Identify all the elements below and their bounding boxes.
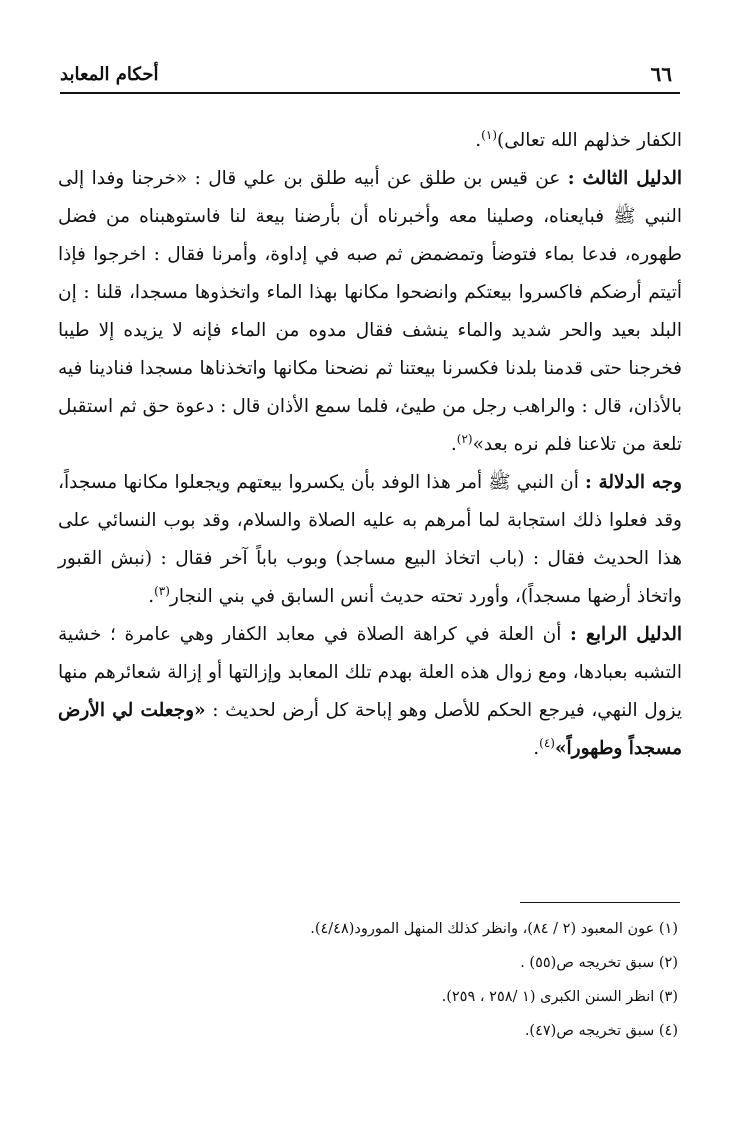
paragraph-end: . <box>450 434 457 455</box>
paragraph-3 <box>58 464 682 616</box>
page-header <box>60 58 680 94</box>
paragraph-1 <box>58 122 682 160</box>
footnote-ref: (١) <box>481 127 497 142</box>
paragraph-text: الكفار خذلهم الله تعالى) <box>497 130 682 151</box>
footnote-3: (٣) انظر السنن الكبرى (١ /٢٥٨ ، ٢٥٩). <box>441 989 678 1005</box>
section-lead: الدليل الثالث : <box>567 168 682 189</box>
paragraph-4 <box>58 616 682 768</box>
section-lead: وجه الدلالة : <box>584 472 682 493</box>
footnote-ref: (٣) <box>154 583 170 598</box>
section-lead: الدليل الرابع : <box>569 624 682 645</box>
footnote-1: (١) عون المعبود (٢ / ٨٤)، وانظر كذلك المنهل المورود(٤/٤٨). <box>310 921 678 937</box>
footnote-4: (٤) سبق تخريجه ص(٤٧). <box>524 1023 678 1039</box>
page-number: ٦٦ <box>650 62 672 86</box>
paragraph-end: . <box>533 738 540 759</box>
running-title: أحكام المعابد <box>60 64 159 85</box>
footnote-divider <box>520 902 680 903</box>
paragraph-text: أن العلة في كراهة الصلاة في معابد الكفار وهي عامرة ؛ خشية التشبه بعبادها، ومع زوال هذه العلة بهدم تلك المعابد وإزالتها أو إزالة شعائرهم منها يزول النهي، فيرجع الحكم للأصل وهو إباحة كل أرض لحديث : <box>58 624 683 721</box>
paragraph-end: . <box>475 130 482 151</box>
hadith-quote: «وجعلت لي الأرض مسجداً وطهوراً» <box>58 700 682 759</box>
paragraph-2 <box>58 160 682 464</box>
footnote-ref: (٢) <box>456 431 473 446</box>
footnote-ref: (٤) <box>539 735 555 750</box>
paragraph-text: عن قيس بن طلق عن أبيه طلق بن علي قال : «خرجنا وفدا إلى النبي ﷺ فبايعناه، وصلينا معه وأخبرناه أن بأرضنا بيعة لنا فاستوهبناه من فضل طهوره، فدعا بماء فتوضأ وتمضمض ثم صبه في إداوة، وأمرنا فقال : اخرجوا فإذا أتيتم أرضكم فاكسروا بيعتكم وانضحوا مكانها بهذا الماء واتخذوها مسجدا، قلنا : إن البلد بعيد والحر شديد والماء ينشف فقال مدوه من الماء فإنه لا يزيده إلا طيبا فخرجنا حتى قدمنا بلدنا فكسرنا بيعتنا ثم نضحنا مكانها واتخذناها مسجدا فنادينا فيه بالأذان، قال : والراهب رجل من طيئ، فلما سمع الأذان قال : دعوة حق ثم استقبل تلعة من تلاعنا فلم نره بعد» <box>58 168 682 455</box>
main-text <box>58 122 682 768</box>
paragraph-text: أن النبي ﷺ أمر هذا الوفد بأن يكسروا بيعتهم ويجعلوا مكانها مسجداً، وقد فعلوا ذلك استجابة لما أمرهم به عليه الصلاة والسلام، وقد بوب النسائي على هذا الحديث فقال : (باب اتخاذ البيع مساجد) وبوب باباً آخر فقال : (نبش القبور واتخاذ أرضها مسجداً)، وأورد تحته حديث أنس السابق في بني النجار <box>58 472 682 607</box>
footnote-2: (٢) سبق تخريجه ص(٥٥) . <box>520 955 678 971</box>
paragraph-end: . <box>148 586 155 607</box>
footnotes <box>60 912 678 1048</box>
